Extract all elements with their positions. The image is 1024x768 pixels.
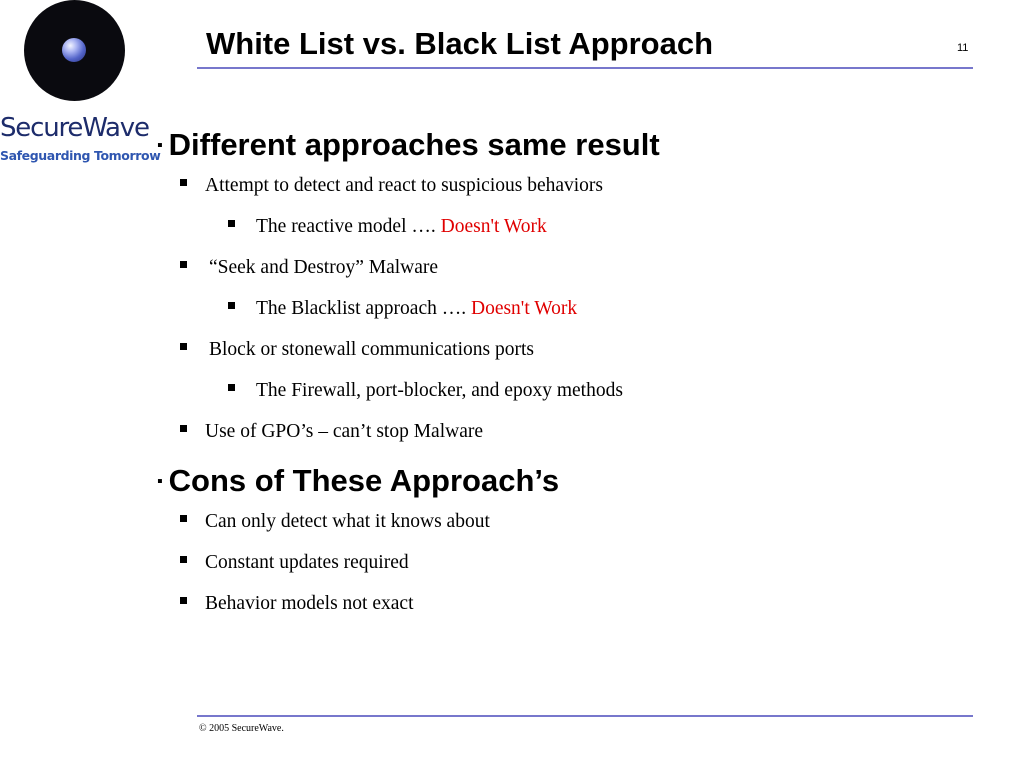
logo-sphere-icon [62,38,86,62]
footer-divider [197,715,973,717]
brand-tagline: Safeguarding Tomorrow [0,148,161,163]
section-heading [157,127,660,169]
bullet-square-icon [180,515,187,522]
brand-name: SecureWave [0,113,149,143]
sub-bullet-item [256,297,577,321]
sub-bullet-item [256,215,547,239]
emphasis-text: Doesn't Work [440,216,547,237]
bullet-item: Can only detect what it knows about [205,511,490,532]
slide-title: White List vs. Black List Approach [206,26,714,61]
bullet-square-icon [180,179,187,186]
logo-circle [24,0,125,101]
bullet-square-icon [228,302,235,309]
bullet-marker-icon: ▪ [157,137,163,154]
bullet-item: Use of GPO’s – can’t stop Malware [205,421,484,442]
bullet-square-icon [180,597,187,604]
bullet-square-icon [180,556,187,563]
bullet-item: Behavior models not exact [205,593,414,614]
slide-number: 11 [957,42,969,54]
sub-bullet-text: The Blacklist approach …. [256,298,471,319]
bullet-square-icon [180,261,187,268]
bullet-square-icon [228,220,235,227]
section-heading-text: Different approaches same result [168,127,660,162]
sub-bullet-item: The Firewall, port-blocker, and epoxy methods [256,380,623,401]
section-heading-text: Cons of These Approach’s [168,463,560,498]
section-heading [157,463,559,505]
emphasis-text: Doesn't Work [470,298,578,319]
bullet-item: “Seek and Destroy” Malware [209,257,439,278]
bullet-square-icon [180,343,187,350]
bullet-marker-icon: ▪ [157,473,163,490]
bullet-item: Constant updates required [205,552,409,573]
sub-bullet-text: The reactive model …. [256,216,441,237]
bullet-square-icon [228,384,235,391]
bullet-item: Attempt to detect and react to suspicious behaviors [205,175,604,196]
header-divider [197,67,973,69]
bullet-item: Block or stonewall communications ports [209,339,534,360]
copyright-text: © 2005 SecureWave. [199,723,284,734]
bullet-square-icon [180,425,187,432]
